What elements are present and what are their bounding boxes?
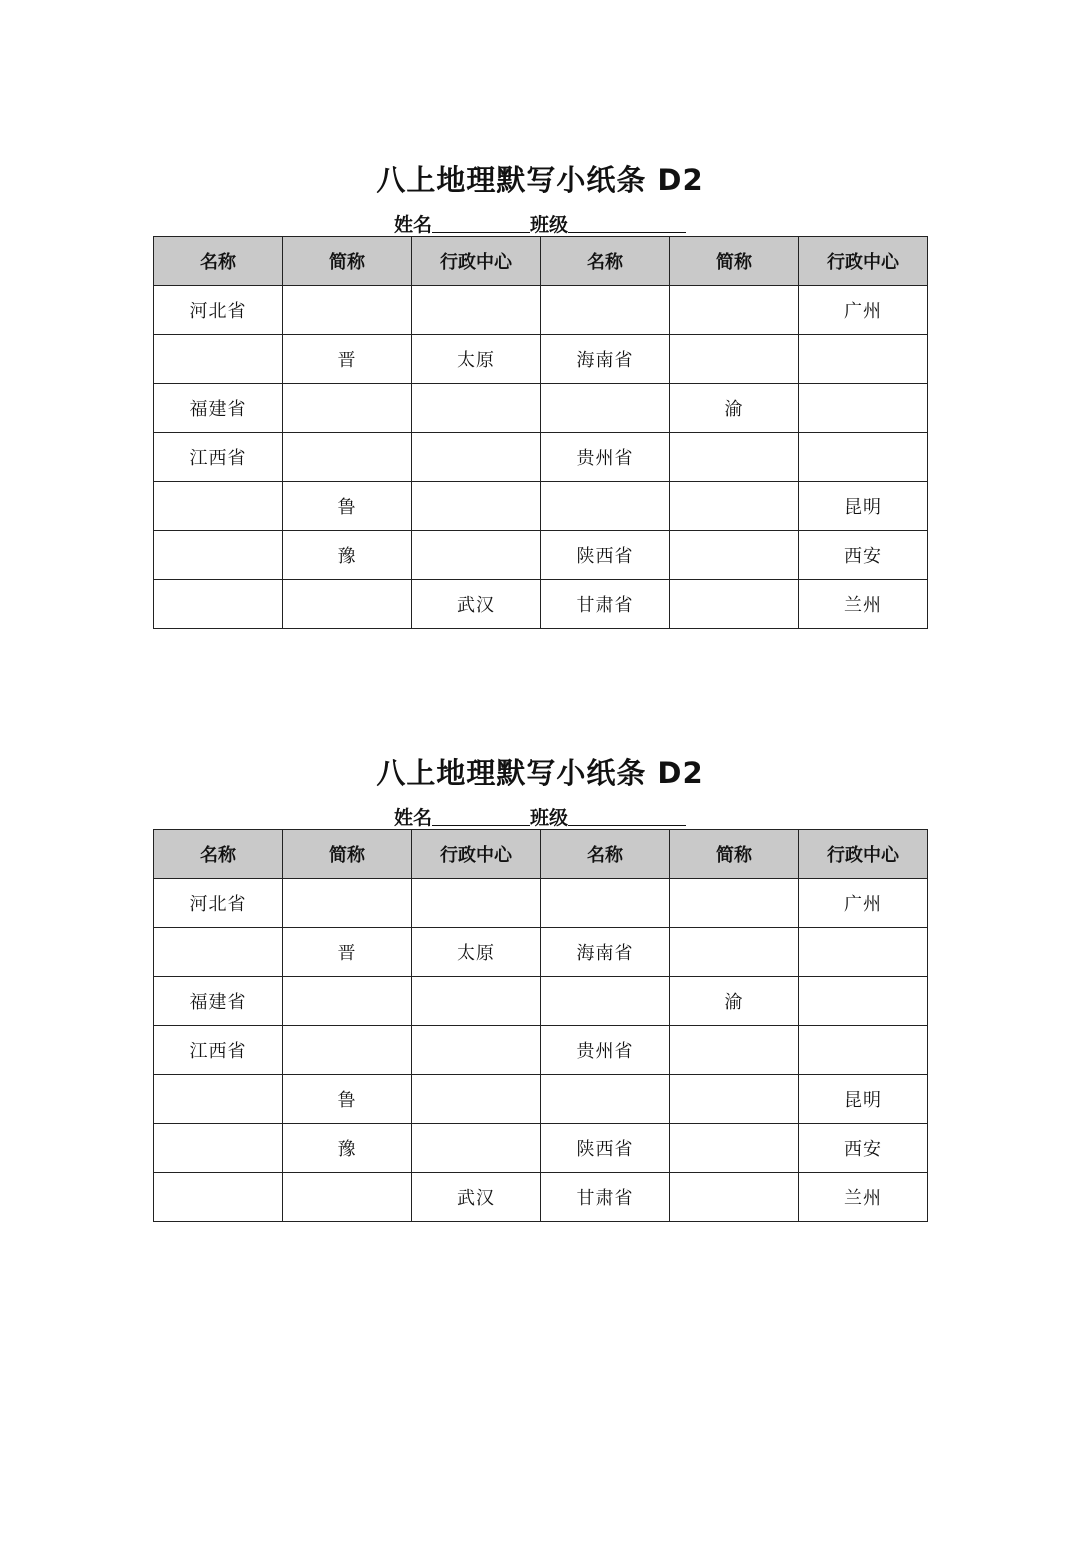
table-cell[interactable] <box>799 433 928 482</box>
table-cell[interactable] <box>670 433 799 482</box>
province-table <box>153 829 928 1222</box>
table-cell[interactable] <box>154 335 283 384</box>
table-cell[interactable] <box>670 286 799 335</box>
table-row <box>154 433 928 482</box>
table-cell[interactable] <box>283 580 412 629</box>
class-blank[interactable] <box>568 825 686 826</box>
header-cell: 名称 <box>154 830 283 879</box>
table-cell[interactable] <box>799 1026 928 1075</box>
table-cell[interactable]: 武汉 <box>412 1173 541 1222</box>
header-cell: 简称 <box>670 237 799 286</box>
table-cell[interactable]: 贵州省 <box>541 1026 670 1075</box>
table-cell[interactable] <box>283 879 412 928</box>
name-blank[interactable] <box>432 825 530 826</box>
table-row <box>154 286 928 335</box>
table-cell[interactable] <box>412 384 541 433</box>
table-cell[interactable] <box>670 1124 799 1173</box>
table-cell[interactable]: 渝 <box>670 384 799 433</box>
table-cell[interactable] <box>799 384 928 433</box>
table-cell[interactable] <box>670 482 799 531</box>
table-cell[interactable]: 甘肃省 <box>541 1173 670 1222</box>
table-row <box>154 335 928 384</box>
header-row <box>154 830 928 879</box>
table-cell[interactable] <box>283 286 412 335</box>
table-cell[interactable] <box>154 580 283 629</box>
header-cell: 名称 <box>541 830 670 879</box>
table-cell[interactable]: 福建省 <box>154 977 283 1026</box>
table-cell[interactable] <box>154 482 283 531</box>
table-cell[interactable] <box>799 335 928 384</box>
table-cell[interactable]: 江西省 <box>154 433 283 482</box>
table-cell[interactable]: 陕西省 <box>541 1124 670 1173</box>
table-cell[interactable] <box>670 879 799 928</box>
table-cell[interactable] <box>412 286 541 335</box>
header-cell: 行政中心 <box>799 237 928 286</box>
table-row <box>154 879 928 928</box>
table-row <box>154 384 928 433</box>
quiz-sheet-2 <box>153 751 927 1222</box>
header-cell: 简称 <box>283 237 412 286</box>
table-cell[interactable] <box>670 1026 799 1075</box>
table-cell[interactable] <box>670 580 799 629</box>
header-cell: 简称 <box>283 830 412 879</box>
sheet-title: 八上地理默写小纸条 D2 <box>376 163 704 197</box>
table-cell[interactable] <box>154 1124 283 1173</box>
table-cell[interactable] <box>412 1124 541 1173</box>
table-cell[interactable] <box>412 1026 541 1075</box>
province-table <box>153 236 928 629</box>
class-label: 班级 <box>530 807 569 829</box>
header-cell: 简称 <box>670 830 799 879</box>
table-cell[interactable] <box>412 879 541 928</box>
table-cell[interactable]: 晋 <box>283 928 412 977</box>
name-label: 姓名 <box>393 807 432 829</box>
table-cell[interactable] <box>283 1173 412 1222</box>
table-cell[interactable] <box>541 286 670 335</box>
table-cell[interactable] <box>283 977 412 1026</box>
table-row <box>154 977 928 1026</box>
table-cell[interactable] <box>670 928 799 977</box>
table-cell[interactable]: 晋 <box>283 335 412 384</box>
table-cell[interactable]: 西安 <box>799 1124 928 1173</box>
table-cell[interactable] <box>412 433 541 482</box>
table-cell[interactable]: 西安 <box>799 531 928 580</box>
table-cell[interactable]: 昆明 <box>799 1075 928 1124</box>
table-cell[interactable] <box>541 977 670 1026</box>
table-row <box>154 1026 928 1075</box>
table-cell[interactable] <box>283 384 412 433</box>
header-cell: 行政中心 <box>799 830 928 879</box>
table-cell[interactable]: 鲁 <box>283 482 412 531</box>
table-cell[interactable] <box>154 1173 283 1222</box>
table-cell[interactable] <box>670 531 799 580</box>
table-cell[interactable]: 兰州 <box>799 1173 928 1222</box>
table-cell[interactable] <box>154 928 283 977</box>
table-cell[interactable] <box>541 482 670 531</box>
table-cell[interactable]: 江西省 <box>154 1026 283 1075</box>
table-row <box>154 1173 928 1222</box>
table-cell[interactable]: 鲁 <box>283 1075 412 1124</box>
table-cell[interactable] <box>670 335 799 384</box>
name-label: 姓名 <box>393 214 432 236</box>
table-cell[interactable]: 福建省 <box>154 384 283 433</box>
table-cell[interactable] <box>412 531 541 580</box>
table-cell[interactable]: 陕西省 <box>541 531 670 580</box>
table-cell[interactable]: 豫 <box>283 1124 412 1173</box>
table-cell[interactable]: 甘肃省 <box>541 580 670 629</box>
table-cell[interactable] <box>412 1075 541 1124</box>
table-cell[interactable]: 海南省 <box>541 928 670 977</box>
table-cell[interactable] <box>541 384 670 433</box>
table-cell[interactable] <box>541 1075 670 1124</box>
table-cell[interactable]: 广州 <box>799 879 928 928</box>
table-cell[interactable] <box>541 879 670 928</box>
table-row <box>154 531 928 580</box>
header-row <box>154 237 928 286</box>
header-cell: 名称 <box>154 237 283 286</box>
header-cell: 行政中心 <box>412 237 541 286</box>
table-cell[interactable]: 太原 <box>412 928 541 977</box>
table-cell[interactable]: 海南省 <box>541 335 670 384</box>
header-cell: 名称 <box>541 237 670 286</box>
table-cell[interactable]: 昆明 <box>799 482 928 531</box>
table-cell[interactable]: 武汉 <box>412 580 541 629</box>
table-cell[interactable]: 兰州 <box>799 580 928 629</box>
sheet-title: 八上地理默写小纸条 D2 <box>376 756 704 790</box>
name-class-line <box>153 795 927 829</box>
table-cell[interactable] <box>154 1075 283 1124</box>
table-cell[interactable] <box>283 1026 412 1075</box>
table-cell[interactable] <box>670 1173 799 1222</box>
table-cell[interactable]: 渝 <box>670 977 799 1026</box>
table-cell[interactable] <box>799 977 928 1026</box>
table-cell[interactable]: 豫 <box>283 531 412 580</box>
table-row <box>154 928 928 977</box>
table-cell[interactable] <box>670 1075 799 1124</box>
table-cell[interactable] <box>154 531 283 580</box>
table-cell[interactable]: 太原 <box>412 335 541 384</box>
table-row <box>154 580 928 629</box>
table-cell[interactable]: 河北省 <box>154 286 283 335</box>
table-cell[interactable] <box>799 928 928 977</box>
table-row <box>154 1124 928 1173</box>
table-cell[interactable]: 河北省 <box>154 879 283 928</box>
header-cell: 行政中心 <box>412 830 541 879</box>
table-cell[interactable] <box>283 433 412 482</box>
table-row <box>154 482 928 531</box>
quiz-sheet-1 <box>153 158 927 629</box>
class-label: 班级 <box>530 214 569 236</box>
table-cell[interactable] <box>412 482 541 531</box>
table-row <box>154 1075 928 1124</box>
class-blank[interactable] <box>568 232 686 233</box>
name-blank[interactable] <box>432 232 530 233</box>
table-cell[interactable]: 贵州省 <box>541 433 670 482</box>
table-cell[interactable] <box>412 977 541 1026</box>
table-cell[interactable]: 广州 <box>799 286 928 335</box>
name-class-line <box>153 202 927 236</box>
